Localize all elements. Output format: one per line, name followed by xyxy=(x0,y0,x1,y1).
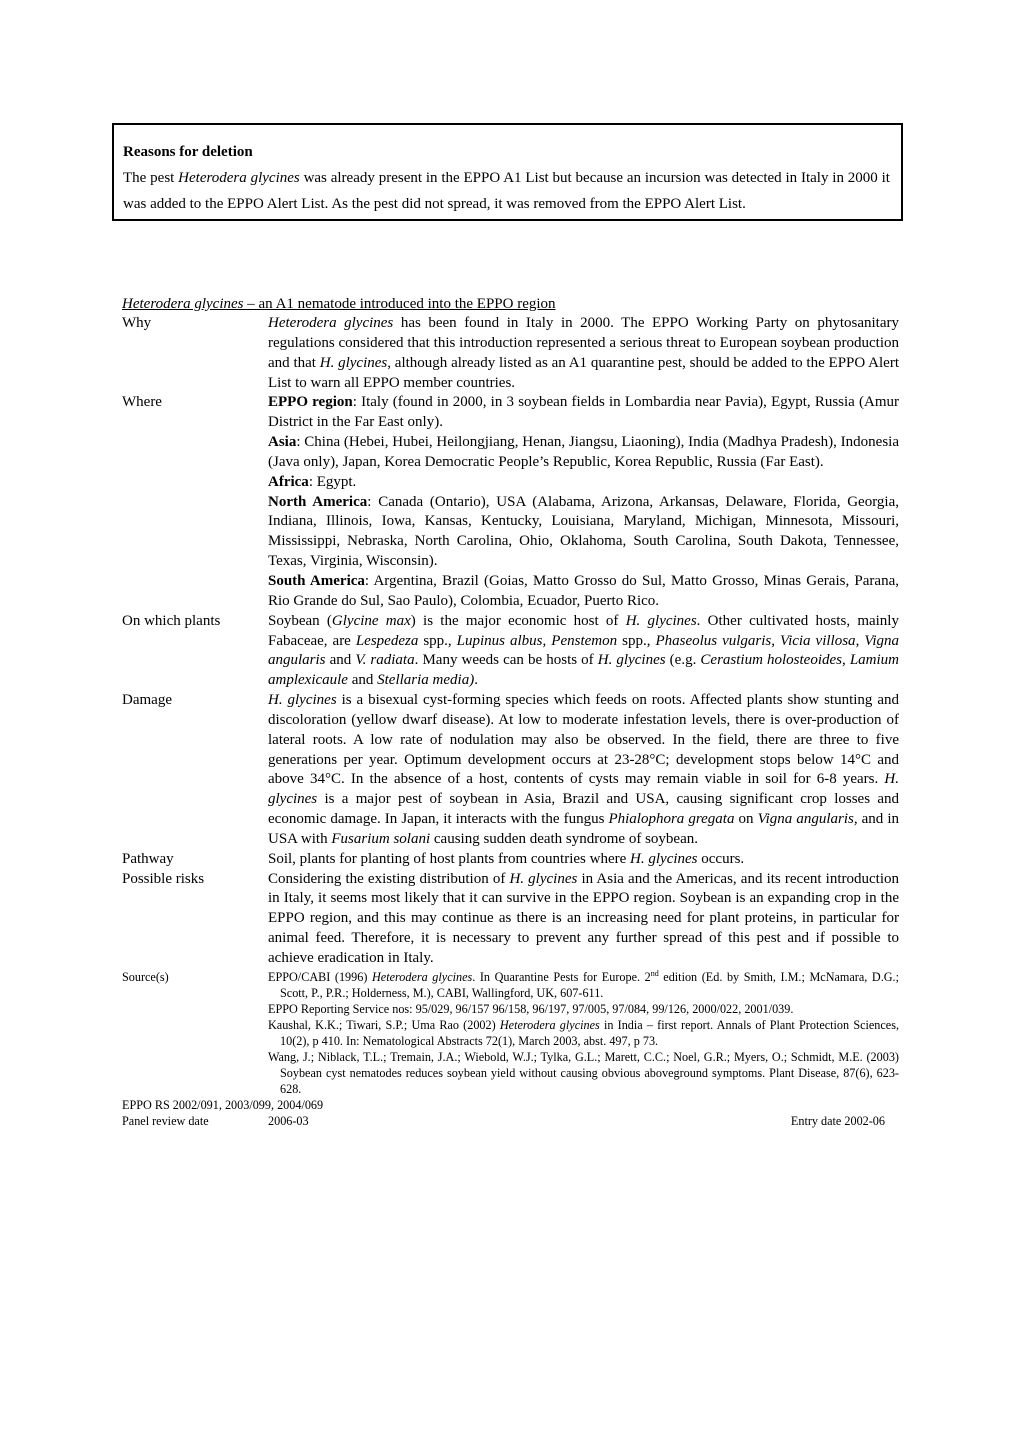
why-row xyxy=(122,314,899,393)
source-item: EPPO Reporting Service nos: 95/029, 96/157 96/158, 96/197, 97/005, 97/084, 99/126, 2000/022, 2001/039. xyxy=(268,1001,794,1016)
panel-review-label: Panel review date xyxy=(122,1114,209,1129)
plants-row xyxy=(122,612,899,691)
pathway-text: Soil, plants for planting of host plants from countries where H. glycines occurs. xyxy=(268,850,745,867)
damage-text: H. glycines is a bisexual cyst-forming species which feeds on roots. Affected plants show stunting and discoloration (yellow dwarf disease). At low to moderate infestation levels, there is over-production of lateral roots. A low rate of nodulation may also be observed. In the field, there are three to five generations per year. Optimum development occurs at 23-28°C; development stops below 14°C and above 34°C. In the absence of a host, contents of cysts may remain viable in soil for 6-8 years. H. glycines is a major pest of soybean in Asia, Brazil and USA, causing significant crop losses and economic damage. In Japan, it interacts with the fungus Phialophora gregata on Vigna angularis, and in USA with Fusarium solani causing sudden death syndrome of soybean. xyxy=(268,692,900,847)
page-title: Heterodera glycines – an A1 nematode introduced into the EPPO region xyxy=(122,296,556,312)
plants-label: On which plants xyxy=(122,612,221,629)
deletion-heading: Reasons for deletion xyxy=(123,144,253,160)
deletion-text: The pest Heterodera glycines was already present in the EPPO A1 List but because an incursion was detected in Italy in 2000 it was added to the EPPO Alert List. As the pest did not spread, it was removed from the EPPO Alert List. xyxy=(123,170,890,212)
sources-list xyxy=(268,970,899,1098)
panel-review-date: 2006-03 xyxy=(268,1114,309,1129)
damage-label: Damage xyxy=(122,692,172,709)
where-africa: Africa: Egypt. xyxy=(268,473,357,490)
risks-text: Considering the existing distribution of H. glycines in Asia and the Americas, and its recent introduction in Italy, it seems most likely that it can survive in the EPPO region. Soybean is an expanding crop in the EPPO region, and this may continue as there is an increasing need for plant proteins, in particular for animal feed. Therefore, it is necessary to prevent any further spread of this pest and if possible to achieve eradication in Italy. xyxy=(268,870,899,966)
footer-dates xyxy=(122,1114,899,1130)
source-item: EPPO/CABI (1996) Heterodera glycines. In Quarantine Pests for Europe. 2nd edition (Ed. by Smith, I.M.; McNamara, D.G.; Scott, P., P.R.; Holderness, M.), CABI, Wallingford, UK, 607-611. xyxy=(268,968,899,1000)
where-eppo: EPPO region: Italy (found in 2000, in 3 soybean fields in Lombardia near Pavia), Egypt, Russia (Amur District in the Far East only). xyxy=(268,394,899,431)
why-text: Heterodera glycines has been found in Italy in 2000. The EPPO Working Party on phytosanitary regulations considered that this introduction represented a serious threat to European soybean production and that H. glycines, although already listed as an A1 quarantine pest, should be added to the EPPO Alert List to warn all EPPO member countries. xyxy=(268,315,899,391)
where-asia: Asia: China (Hebei, Hubei, Heilongjiang, Henan, Jiangsu, Liaoning), India (Madhya Pradesh), Indonesia (Java only), Japan, Korea Democratic People’s Republic, Korea Republic, Russia (Far East). xyxy=(268,434,899,470)
pathway-label: Pathway xyxy=(122,850,174,867)
damage-row xyxy=(122,691,899,850)
where-label: Where xyxy=(122,394,162,411)
deletion-box xyxy=(112,123,903,221)
where-row xyxy=(122,393,899,611)
where-south-america: South America: Argentina, Brazil (Goias, Matto Grosso do Sul, Matto Grosso, Minas Gerais, Parana, Rio Grande do Sul, Sao Paulo), Colombia, Ecuador, Puerto Rico. xyxy=(268,572,899,609)
pathway-row xyxy=(122,850,899,870)
where-text xyxy=(268,393,899,611)
sources-row xyxy=(122,970,899,1098)
entry-date: Entry date 2002-06 xyxy=(790,1114,885,1129)
risks-row xyxy=(122,870,899,969)
risks-label: Possible risks xyxy=(122,870,205,887)
where-north-america: North America: Canada (Ontario), USA (Alabama, Arizona, Arkansas, Delaware, Florida, Georgia, Indiana, Illinois, Iowa, Kansas, Kentucky, Louisiana, Maryland, Michigan, Minnesota, Missouri, Mississippi, Nebraska, North Carolina, Ohio, Oklahoma, South Carolina, South Dakota, Tennessee, Texas, Virginia, Wisconsin). xyxy=(268,493,900,570)
source-item: Kaushal, K.K.; Tiwari, S.P.; Uma Rao (2002) Heterodera glycines in India – first report. Annals of Plant Protection Sciences, 10(2), p 410. In: Nematological Abstracts 72(1), March 2003, abst. 497, p 73. xyxy=(268,1018,900,1049)
plants-text: Soybean (Glycine max) is the major economic host of H. glycines. Other cultivated hosts, mainly Fabaceae, are Lespedeza spp., Lupinus albus, Penstemon spp., Phaseolus vulgaris, Vicia villosa, Vigna angularis and V. radiata. Many weeds can be hosts of H. glycines (e.g. Cerastium holosteoides, Lamium amplexicaule and Stellaria media). xyxy=(268,612,900,689)
source-item: Wang, J.; Niblack, T.L.; Tremain, J.A.; Wiebold, W.J.; Tylka, G.L.; Marett, C.C.; Noel, G.R.; Myers, O.; Schmidt, M.E. (2003) Soybean cyst nematodes reduces soybean yield without causing obvious aboveground symptoms. Plant Disease, 87(6), 623-628. xyxy=(268,1050,899,1096)
pest-details xyxy=(122,314,899,1130)
sources-label: Source(s) xyxy=(122,969,169,984)
rs-references: EPPO RS 2002/091, 2003/099, 2004/069 xyxy=(122,1098,324,1113)
why-label: Why xyxy=(122,315,152,331)
